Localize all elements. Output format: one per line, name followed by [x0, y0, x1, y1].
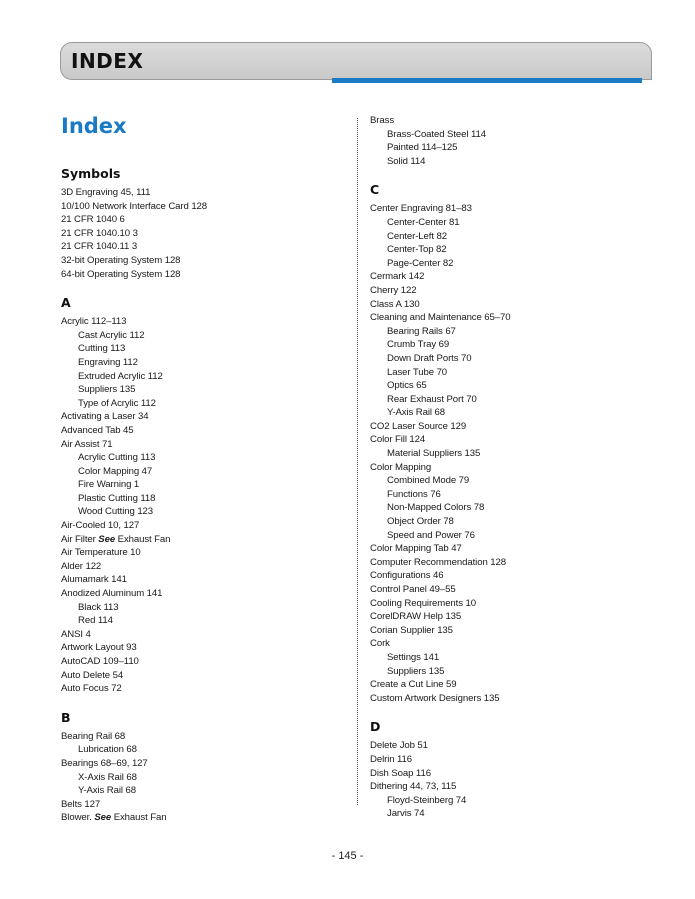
banner-accent-bar — [332, 78, 642, 83]
index-section — [370, 182, 670, 705]
index-section — [370, 719, 670, 821]
entry-text: Dish Soap 116 — [370, 767, 431, 779]
entry-text: Custom Artwork Designers 135 — [370, 692, 500, 704]
index-subentry — [370, 338, 670, 352]
index-subentry — [61, 601, 331, 615]
entry-text: Center Engraving 81–83 — [370, 203, 472, 215]
index-section — [61, 295, 331, 696]
index-section — [370, 114, 670, 168]
section-heading: A — [61, 295, 71, 311]
entry-text: Functions 76 — [387, 488, 441, 500]
entry-text: Fire Warning 1 — [78, 479, 140, 491]
index-entry — [61, 438, 331, 452]
index-entry — [370, 583, 670, 597]
entry-text: Belts 127 — [61, 798, 101, 810]
entry-text: Suppliers 135 — [387, 665, 445, 677]
entry-text: 21 CFR 1040.11 3 — [61, 241, 138, 253]
see-target: Exhaust Fan — [111, 812, 167, 824]
index-subentry — [370, 366, 670, 380]
index-subentry — [370, 257, 670, 271]
index-subentry — [61, 505, 331, 519]
entry-text: Y-Axis Rail 68 — [78, 785, 136, 797]
entry-text: Auto Focus 72 — [61, 683, 122, 695]
index-subentry — [61, 329, 331, 343]
index-column-left — [61, 112, 331, 839]
index-subentry — [370, 379, 670, 393]
index-subentry — [370, 447, 670, 461]
index-column-right — [370, 114, 670, 835]
index-subentry — [61, 465, 331, 479]
entry-text: Speed and Power 76 — [387, 529, 475, 541]
index-section — [61, 710, 331, 825]
entry-text: Computer Recommendation 128 — [370, 556, 506, 568]
index-entry — [61, 730, 331, 744]
entry-text: Cherry 122 — [370, 284, 417, 296]
chapter-banner — [60, 42, 652, 80]
index-subentry — [370, 230, 670, 244]
entry-text: Center-Top 82 — [387, 244, 447, 256]
index-entry — [61, 628, 331, 642]
entry-text: Artwork Layout 93 — [61, 642, 137, 654]
entry-text: Plastic Cutting 118 — [78, 492, 156, 504]
entry-text: Combined Mode 79 — [387, 475, 470, 487]
column-divider — [357, 118, 358, 805]
entry-text: 64-bit Operating System 128 — [61, 268, 181, 280]
see-target: Exhaust Fan — [115, 533, 171, 545]
see-reference: See — [98, 533, 116, 545]
entry-text: Down Draft Ports 70 — [387, 352, 472, 364]
index-subentry — [61, 397, 331, 411]
entry-text: Page-Center 82 — [387, 257, 454, 269]
entry-text: Cermark 142 — [370, 271, 425, 283]
index-subentry — [370, 352, 670, 366]
entry-text: Jarvis 74 — [387, 808, 425, 820]
index-subentry — [370, 128, 670, 142]
entry-text: Air-Cooled 10, 127 — [61, 520, 140, 532]
index-subentry — [370, 216, 670, 230]
index-entry — [61, 268, 331, 282]
entry-text: Type of Acrylic 112 — [78, 397, 156, 409]
entry-text: Activating a Laser 34 — [61, 411, 149, 423]
entry-text: Brass-Coated Steel 114 — [387, 128, 486, 140]
index-entry — [370, 114, 670, 128]
index-subentry — [370, 155, 670, 169]
entry-text: Wood Cutting 123 — [78, 506, 154, 518]
entry-text: Delete Job 51 — [370, 740, 428, 752]
index-entry — [61, 533, 331, 547]
index-entry — [61, 227, 331, 241]
entry-text: Air Filter — [61, 533, 96, 545]
index-entry — [61, 560, 331, 574]
entry-text: Engraving 112 — [78, 356, 138, 368]
entry-text: Lubrication 68 — [78, 744, 137, 756]
entry-text: Color Fill 124 — [370, 434, 426, 446]
index-subentry — [370, 141, 670, 155]
entry-text: Object Order 78 — [387, 516, 454, 528]
entry-text: Material Suppliers 135 — [387, 448, 481, 460]
index-subentry — [370, 243, 670, 257]
section-heading: B — [61, 709, 71, 725]
entry-text: Blower. — [61, 812, 92, 824]
index-subentry — [61, 370, 331, 384]
index-entry — [61, 213, 331, 227]
entry-text: Cork — [370, 638, 390, 650]
index-subentry — [370, 325, 670, 339]
entry-text: Optics 65 — [387, 380, 427, 392]
right-sections — [370, 114, 670, 821]
index-entry — [370, 433, 670, 447]
entry-text: Air Assist 71 — [61, 438, 113, 450]
index-subentry — [61, 743, 331, 757]
index-entry — [61, 669, 331, 683]
entry-text: Delrin 116 — [370, 753, 413, 765]
index-subentry — [370, 406, 670, 420]
entry-text: Color Mapping — [370, 461, 432, 473]
index-entry — [370, 284, 670, 298]
index-entry — [61, 587, 331, 601]
entry-text: Alder 122 — [61, 560, 102, 572]
entry-text: AutoCAD 109–110 — [61, 656, 139, 667]
section-heading: Symbols — [61, 166, 121, 181]
entry-text: Cooling Requirements 10 — [370, 597, 476, 609]
index-entry — [370, 597, 670, 611]
index-entry — [61, 410, 331, 424]
section-heading: D — [370, 719, 381, 735]
index-entry — [61, 519, 331, 533]
index-entry — [61, 573, 331, 587]
index-entry — [370, 780, 670, 794]
entry-text: Rear Exhaust Port 70 — [387, 393, 477, 405]
index-subentry — [61, 342, 331, 356]
page-number: - 145 - — [331, 850, 364, 862]
index-subentry — [61, 784, 331, 798]
index-entry — [370, 739, 670, 753]
entry-text: Corian Supplier 135 — [370, 624, 453, 636]
index-entry — [61, 424, 331, 438]
entry-text: Bearing Rails 67 — [387, 325, 456, 337]
section-heading: C — [370, 182, 380, 198]
index-subentry — [61, 614, 331, 628]
index-entry — [370, 624, 670, 638]
entry-text: Floyd-Steinberg 74 — [387, 794, 467, 806]
entry-text: Suppliers 135 — [78, 384, 136, 396]
entry-text: Dithering 44, 73, 115 — [370, 781, 457, 793]
entry-text: Painted 114–125 — [387, 142, 458, 154]
entry-text: Cleaning and Maintenance 65–70 — [370, 312, 511, 324]
entry-text: Air Temperature 10 — [61, 547, 141, 559]
entry-text: Anodized Aluminum 141 — [61, 588, 163, 600]
index-subentry — [370, 393, 670, 407]
entry-text: Center-Center 81 — [387, 216, 460, 228]
entry-text: Advanced Tab 45 — [61, 424, 134, 436]
chapter-title: INDEX — [71, 49, 144, 73]
index-entry — [370, 610, 670, 624]
entry-text: Control Panel 49–55 — [370, 584, 456, 595]
index-subentry — [61, 383, 331, 397]
entry-text: Black 113 — [78, 601, 119, 613]
index-subentry — [370, 807, 670, 821]
index-entry — [370, 767, 670, 781]
index-subentry — [370, 651, 670, 665]
entry-text: Create a Cut Line 59 — [370, 679, 457, 691]
entry-text: Acrylic Cutting 113 — [78, 452, 156, 464]
entry-text: 21 CFR 1040.10 3 — [61, 227, 138, 239]
entry-text: Cast Acrylic 112 — [78, 329, 145, 341]
entry-text: Class A 130 — [370, 298, 420, 310]
index-entry — [370, 202, 670, 216]
entry-text: Center-Left 82 — [387, 230, 447, 242]
index-entry — [370, 298, 670, 312]
entry-text: 21 CFR 1040 6 — [61, 214, 125, 226]
index-subentry — [370, 474, 670, 488]
index-entry — [370, 420, 670, 434]
index-subentry — [61, 492, 331, 506]
see-reference: See — [94, 812, 112, 824]
index-subentry — [370, 665, 670, 679]
index-entry — [370, 542, 670, 556]
index-title: Index — [61, 114, 127, 138]
index-subentry — [61, 451, 331, 465]
entry-text: X-Axis Rail 68 — [78, 771, 137, 783]
entry-text: CorelDRAW Help 135 — [370, 611, 462, 623]
entry-text: Acrylic 112–113 — [61, 316, 127, 328]
entry-text: 3D Engraving 45, 111 — [61, 187, 151, 198]
entry-text: Configurations 46 — [370, 570, 444, 582]
index-entry — [61, 682, 331, 696]
entry-text: Non-Mapped Colors 78 — [387, 502, 485, 514]
index-entry — [370, 637, 670, 651]
entry-text: ANSI 4 — [61, 628, 91, 640]
index-entry — [370, 753, 670, 767]
entry-text: 10/100 Network Interface Card 128 — [61, 200, 208, 212]
index-subentry — [61, 356, 331, 370]
entry-text: Color Mapping Tab 47 — [370, 543, 462, 555]
index-entry — [370, 678, 670, 692]
entry-text: Color Mapping 47 — [78, 465, 153, 477]
entry-text: Laser Tube 70 — [387, 366, 448, 378]
index-entry — [61, 200, 331, 214]
entry-text: Crumb Tray 69 — [387, 339, 450, 351]
index-entry — [370, 461, 670, 475]
index-entry — [370, 569, 670, 583]
index-entry — [370, 556, 670, 570]
index-entry — [61, 254, 331, 268]
entry-text: Bearings 68–69, 127 — [61, 757, 148, 769]
index-subentry — [370, 529, 670, 543]
entry-text: Y-Axis Rail 68 — [387, 407, 445, 419]
index-entry — [61, 186, 331, 200]
entry-text: Auto Delete 54 — [61, 669, 124, 681]
index-entry — [61, 546, 331, 560]
entry-text: Bearing Rail 68 — [61, 730, 126, 742]
index-entry — [61, 811, 331, 825]
index-entry — [61, 798, 331, 812]
entry-text: Extruded Acrylic 112 — [78, 370, 163, 382]
index-section — [61, 166, 331, 281]
index-subentry — [370, 794, 670, 808]
entry-text: Settings 141 — [387, 651, 440, 663]
entry-text: 32-bit Operating System 128 — [61, 254, 181, 266]
entry-text: CO2 Laser Source 129 — [370, 420, 467, 432]
entry-text: Red 114 — [78, 615, 113, 627]
index-subentry — [61, 771, 331, 785]
left-sections — [61, 166, 331, 825]
index-entry — [370, 692, 670, 706]
entry-text: Alumamark 141 — [61, 574, 127, 586]
index-entry — [61, 757, 331, 771]
index-subentry — [370, 488, 670, 502]
index-entry — [61, 315, 331, 329]
index-subentry — [370, 501, 670, 515]
entry-text: Cutting 113 — [78, 343, 126, 355]
index-subentry — [61, 478, 331, 492]
index-entry — [370, 270, 670, 284]
index-subentry — [370, 515, 670, 529]
index-entry — [61, 655, 331, 669]
index-entry — [370, 311, 670, 325]
entry-text: Brass — [370, 115, 395, 126]
entry-text: Solid 114 — [387, 155, 426, 167]
index-entry — [61, 240, 331, 254]
index-entry — [61, 641, 331, 655]
